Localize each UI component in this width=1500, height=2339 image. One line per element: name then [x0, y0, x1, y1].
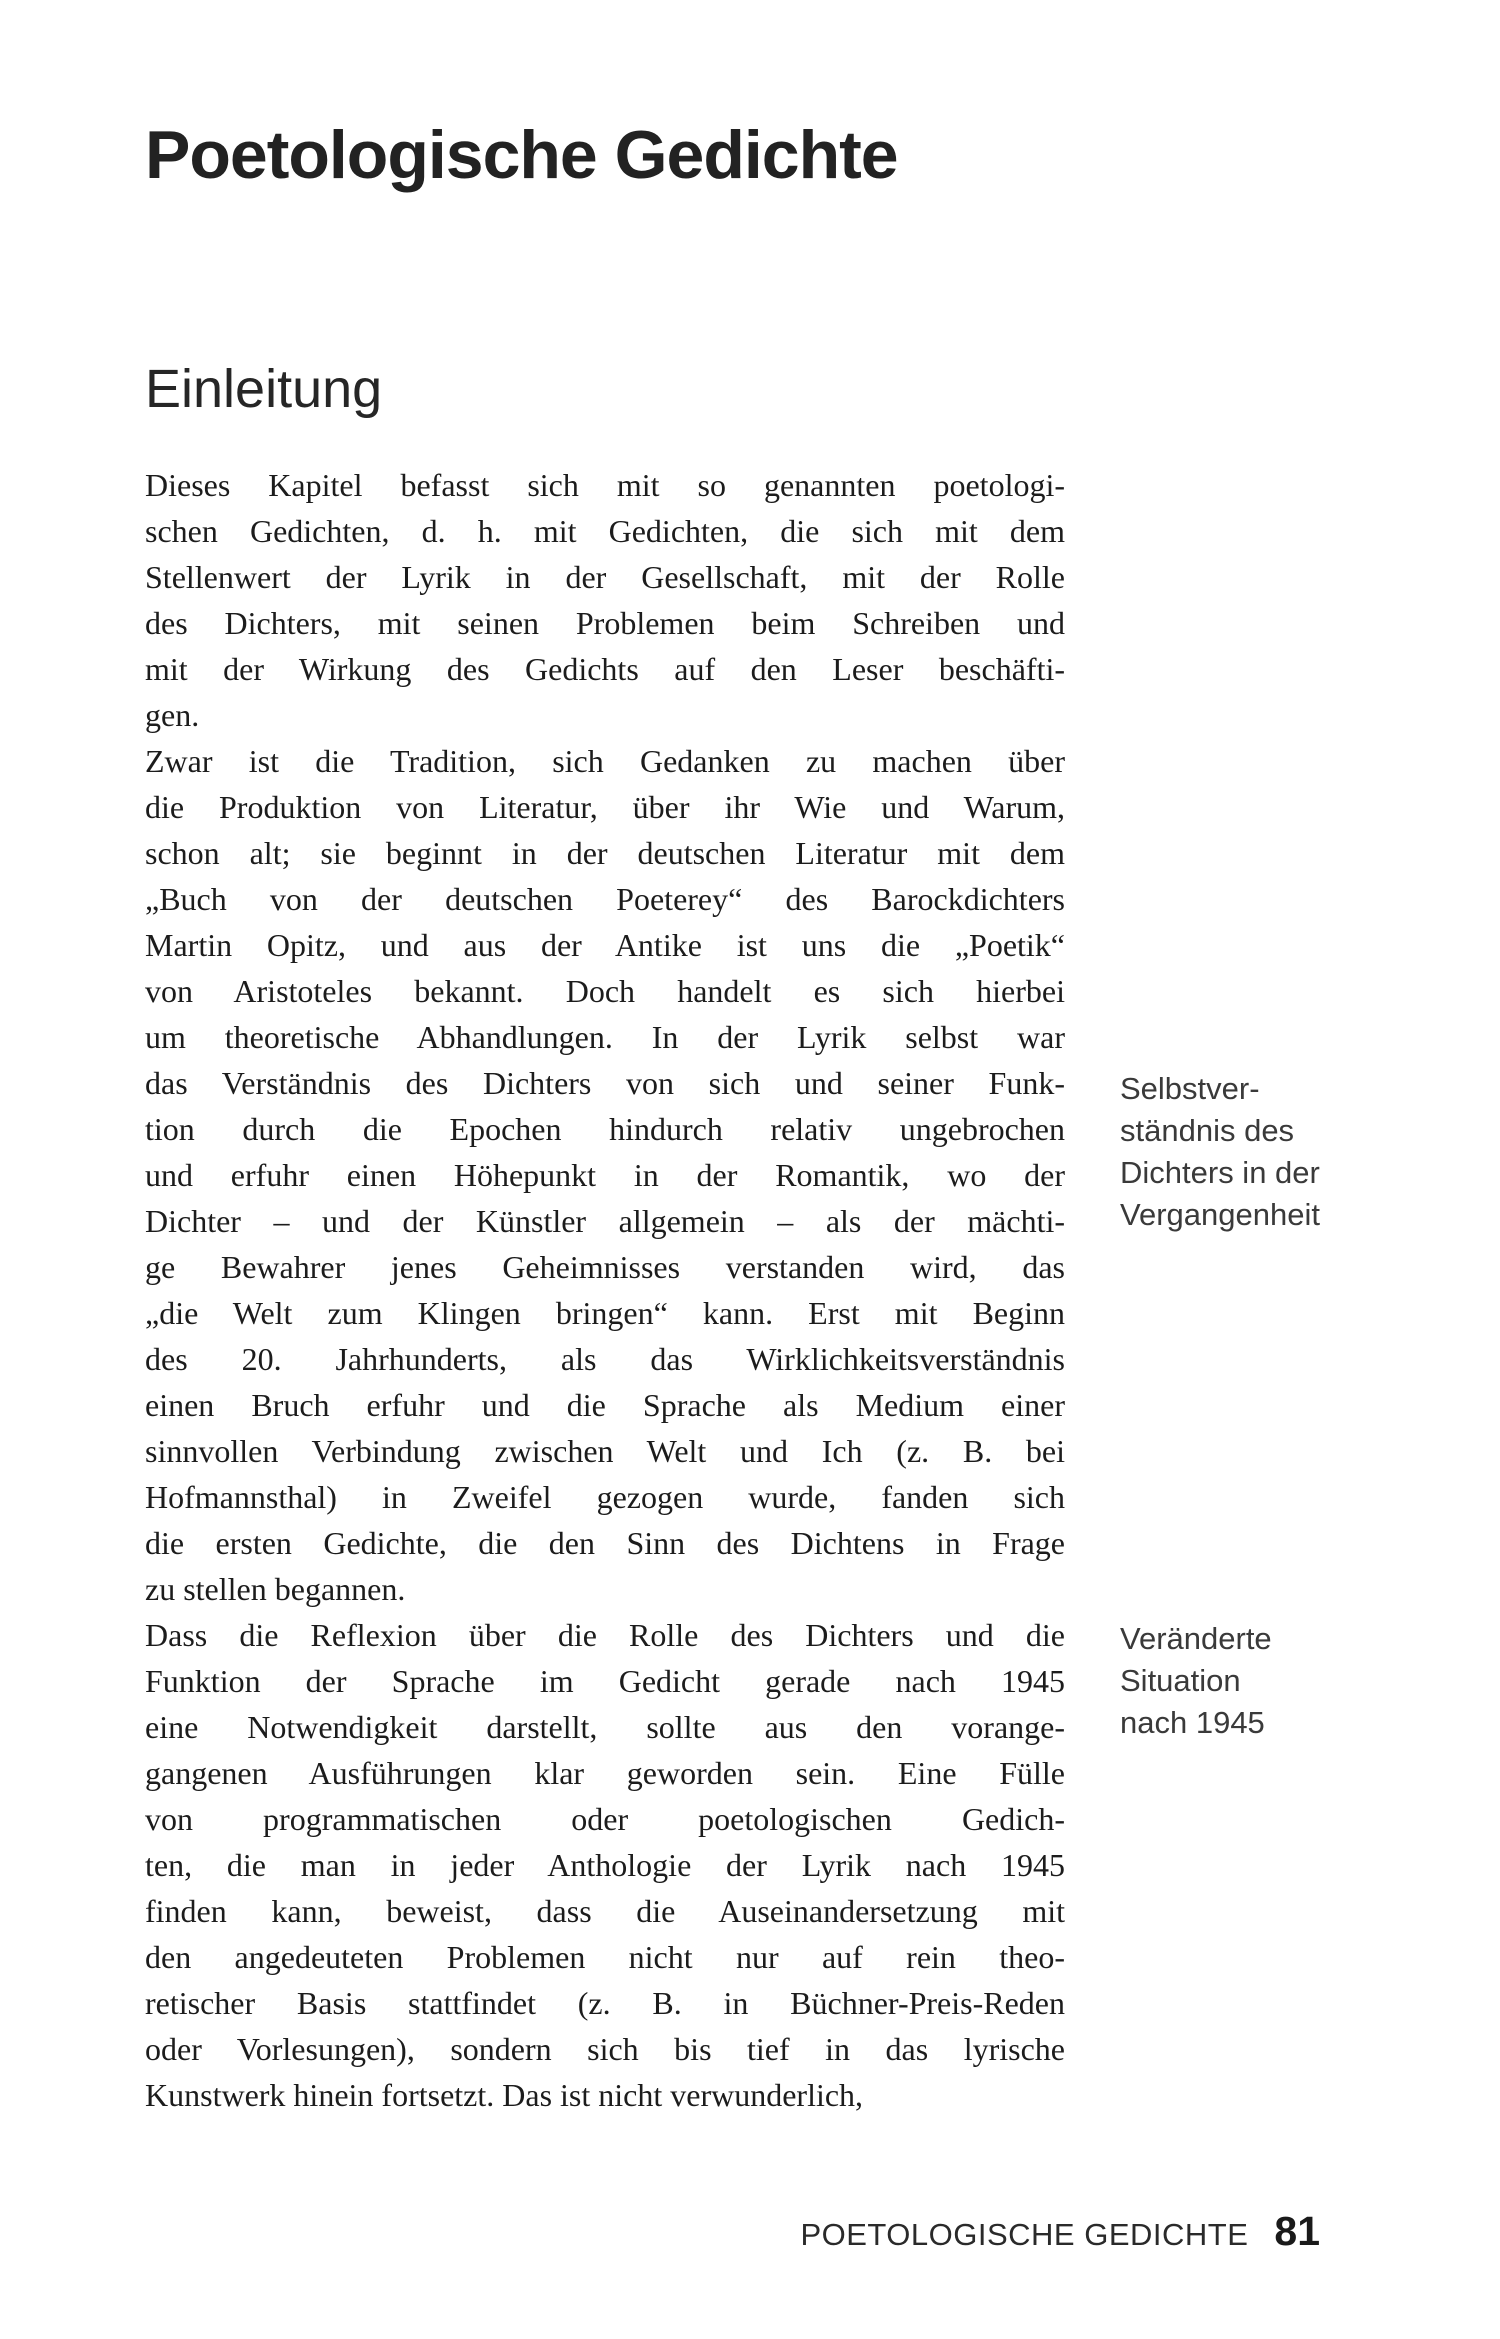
body-text-column — [145, 462, 1065, 2118]
running-head: POETOLOGISCHE GEDICHTE — [800, 2217, 1249, 2252]
margin-note-line: Vergangenheit — [1120, 1197, 1320, 1232]
body-text-line: Martin Opitz, und aus der Antike ist uns die „Poetik“ — [145, 927, 1065, 963]
body-text-line: die Produktion von Literatur, über ihr Wie und Warum, — [145, 789, 1065, 825]
body-text-line: finden kann, beweist, dass die Auseinandersetzung mit — [145, 1893, 1065, 1929]
margin-note-veraenderte-situation — [1120, 1618, 1410, 1744]
body-text-line: um theoretische Abhandlungen. In der Lyrik selbst war — [145, 1019, 1065, 1055]
body-text-line: des Dichters, mit seinen Problemen beim Schreiben und — [145, 605, 1065, 641]
body-text-line: den angedeuteten Problemen nicht nur auf rein theo- — [145, 1939, 1065, 1975]
body-text-line: und erfuhr einen Höhepunkt in der Romantik, wo der — [145, 1157, 1065, 1193]
body-text-line: einen Bruch erfuhr und die Sprache als Medium einer — [145, 1387, 1065, 1423]
body-text-line: schon alt; sie beginnt in der deutschen Literatur mit dem — [145, 835, 1065, 871]
body-text-line: tion durch die Epochen hindurch relativ ungebrochen — [145, 1111, 1065, 1147]
body-text-line: Kunstwerk hinein fortsetzt. Das ist nicht verwunderlich, — [145, 2077, 864, 2113]
margin-note-selbstverstaendnis — [1120, 1068, 1410, 1236]
body-text-line: „Buch von der deutschen Poeterey“ des Barockdichters — [145, 881, 1065, 917]
body-text-line: Dass die Reflexion über die Rolle des Dichters und die — [145, 1617, 1065, 1653]
body-text-line: die ersten Gedichte, die den Sinn des Dichtens in Frage — [145, 1525, 1065, 1561]
body-text-line: oder Vorlesungen), sondern sich bis tief in das lyrische — [145, 2031, 1065, 2067]
body-text-line: zu stellen begannen. — [145, 1571, 406, 1607]
body-text-line: Dieses Kapitel befasst sich mit so genannten poetologi- — [145, 467, 1065, 503]
page-number: 81 — [1274, 2208, 1320, 2254]
chapter-title: Poetologische Gedichte — [145, 117, 898, 193]
margin-note-line: nach 1945 — [1120, 1705, 1265, 1740]
body-text-line: mit der Wirkung des Gedichts auf den Leser beschäfti- — [145, 651, 1065, 687]
body-text-line: von programmatischen oder poetologischen Gedich- — [145, 1801, 1065, 1837]
body-text-line: sinnvollen Verbindung zwischen Welt und Ich (z. B. bei — [145, 1433, 1065, 1469]
body-text-line: gangenen Ausführungen klar geworden sein. Eine Fülle — [145, 1755, 1065, 1791]
body-text-line: Zwar ist die Tradition, sich Gedanken zu machen über — [145, 743, 1065, 779]
body-text-line: schen Gedichten, d. h. mit Gedichten, die sich mit dem — [145, 513, 1065, 549]
margin-note-line: ständnis des — [1120, 1113, 1295, 1148]
body-text-line: Dichter – und der Künstler allgemein – als der mächti- — [145, 1203, 1065, 1239]
margin-note-line: Situation — [1120, 1663, 1241, 1698]
body-text-line: ten, die man in jeder Anthologie der Lyrik nach 1945 — [145, 1847, 1065, 1883]
body-text-line: gen. — [145, 697, 200, 733]
body-text-line: eine Notwendigkeit darstellt, sollte aus den vorange- — [145, 1709, 1065, 1745]
body-text-line: retischer Basis stattfindet (z. B. in Büchner-Preis-Reden — [145, 1985, 1065, 2021]
body-text-line: von Aristoteles bekannt. Doch handelt es sich hierbei — [145, 973, 1065, 1009]
body-text-line: das Verständnis des Dichters von sich und seiner Funk- — [145, 1065, 1065, 1101]
section-heading: Einleitung — [145, 359, 383, 419]
page-footer — [800, 2208, 1320, 2255]
body-text-line: Funktion der Sprache im Gedicht gerade nach 1945 — [145, 1663, 1065, 1699]
margin-note-line: Selbstver- — [1120, 1071, 1260, 1106]
body-text-line: Stellenwert der Lyrik in der Gesellschaft, mit der Rolle — [145, 559, 1065, 595]
body-text-line: „die Welt zum Klingen bringen“ kann. Erst mit Beginn — [145, 1295, 1065, 1331]
margin-note-line: Dichters in der — [1120, 1155, 1320, 1190]
body-text-line: des 20. Jahrhunderts, als das Wirklichkeitsverständnis — [145, 1341, 1065, 1377]
body-text-line: ge Bewahrer jenes Geheimnisses verstanden wird, das — [145, 1249, 1065, 1285]
margin-note-line: Veränderte — [1120, 1621, 1272, 1656]
body-text-line: Hofmannsthal) in Zweifel gezogen wurde, fanden sich — [145, 1479, 1065, 1515]
